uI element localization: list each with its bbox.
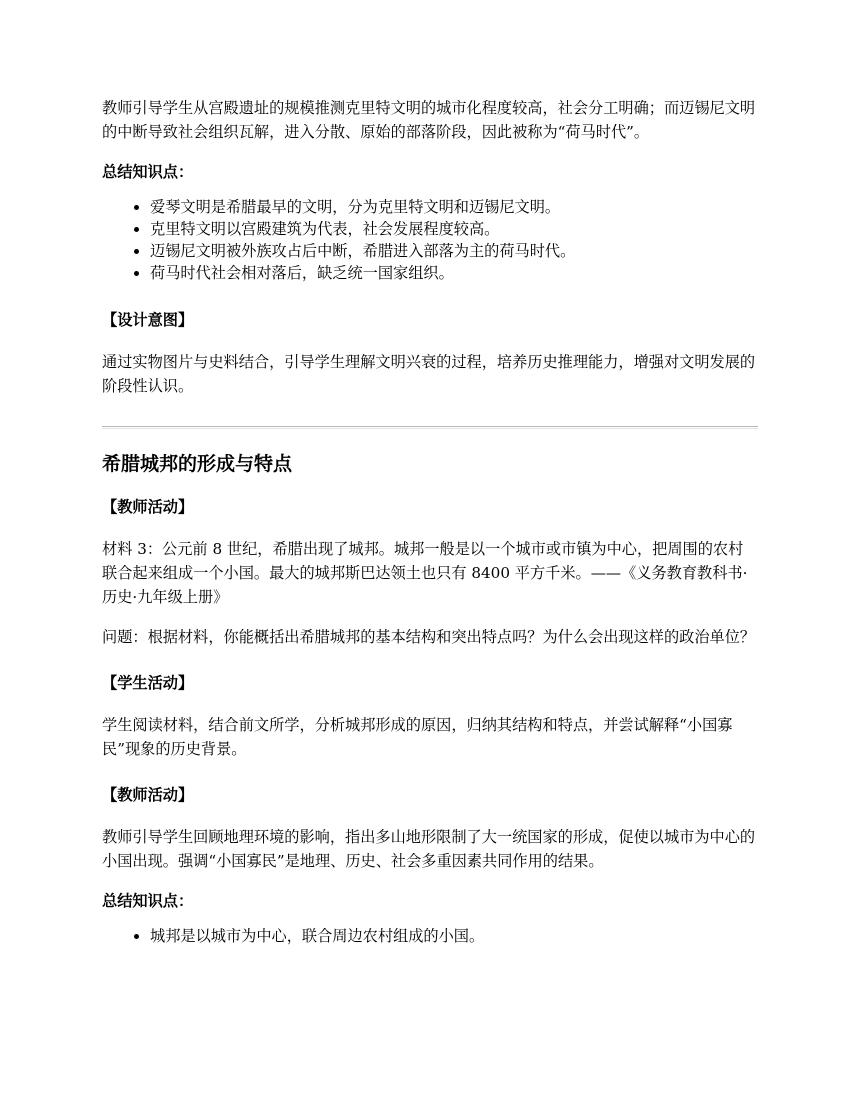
student-activity-label: 【学生活动】 [102, 674, 194, 692]
list-item: • 荷马时代社会相对落后，缺乏统一国家组织。 [150, 262, 758, 284]
design-intent-text: 通过实物图片与史料结合，引导学生理解文明兴衰的过程，培养历史推理能力，增强对文明发展的阶段性认识。 [102, 353, 756, 395]
teacher-activity-text: 教师引导学生回顾地理环境的影响，指出多山地形限制了大一统国家的形成，促使以城市为中心的小国出现。强调“小国寡民”是地理、历史、社会多重因素共同作用的结果。 [102, 828, 756, 870]
list-item: • 城邦是以城市为中心，联合周边农村组成的小国。 [150, 925, 758, 947]
student-activity-text: 学生阅读材料，结合前文所学，分析城邦形成的原因，归纳其结构和特点，并尝试解释“小国寡民”现象的历史背景。 [102, 716, 733, 758]
summary-label-2: 总结知识点： [102, 892, 194, 910]
teacher-activity-label-2: 【教师活动】 [102, 786, 194, 804]
list-item: • 爱琴文明是希腊最早的文明，分为克里特文明和迈锡尼文明。 [150, 196, 758, 218]
summary-list [102, 196, 758, 284]
summary-list-2 [102, 925, 758, 947]
list-item: • 迈锡尼文明被外族攻占后中断，希腊进入部落为主的荷马时代。 [150, 240, 758, 262]
section-title: 希腊城邦的形成与特点 [102, 453, 293, 475]
question-paragraph: 问题：根据材料，你能概括出希腊城邦的基本结构和突出特点吗？为什么会出现这样的政治单位？ [102, 628, 756, 646]
teacher-activity-label: 【教师活动】 [102, 498, 194, 516]
section-divider [102, 426, 758, 429]
intro-paragraph: 教师引导学生从宫殿遗址的规模推测克里特文明的城市化程度较高，社会分工明确；而迈锡尼文明的中断导致社会组织瓦解，进入分散、原始的部落阶段，因此被称为“荷马时代”。 [102, 99, 756, 141]
list-item: • 克里特文明以宫殿建筑为代表，社会发展程度较高。 [150, 218, 758, 240]
material-paragraph: 材料 3：公元前 8 世纪，希腊出现了城邦。城邦一般是以一个城市或市镇为中心，把周围的农村联合起来组成一个小国。最大的城邦斯巴达领土也只有 8400 平方千米。——《义务教育教科书·历史·九年级上册》 [102, 540, 748, 606]
summary-label: 总结知识点： [102, 163, 194, 181]
design-intent-label: 【设计意图】 [102, 311, 194, 329]
